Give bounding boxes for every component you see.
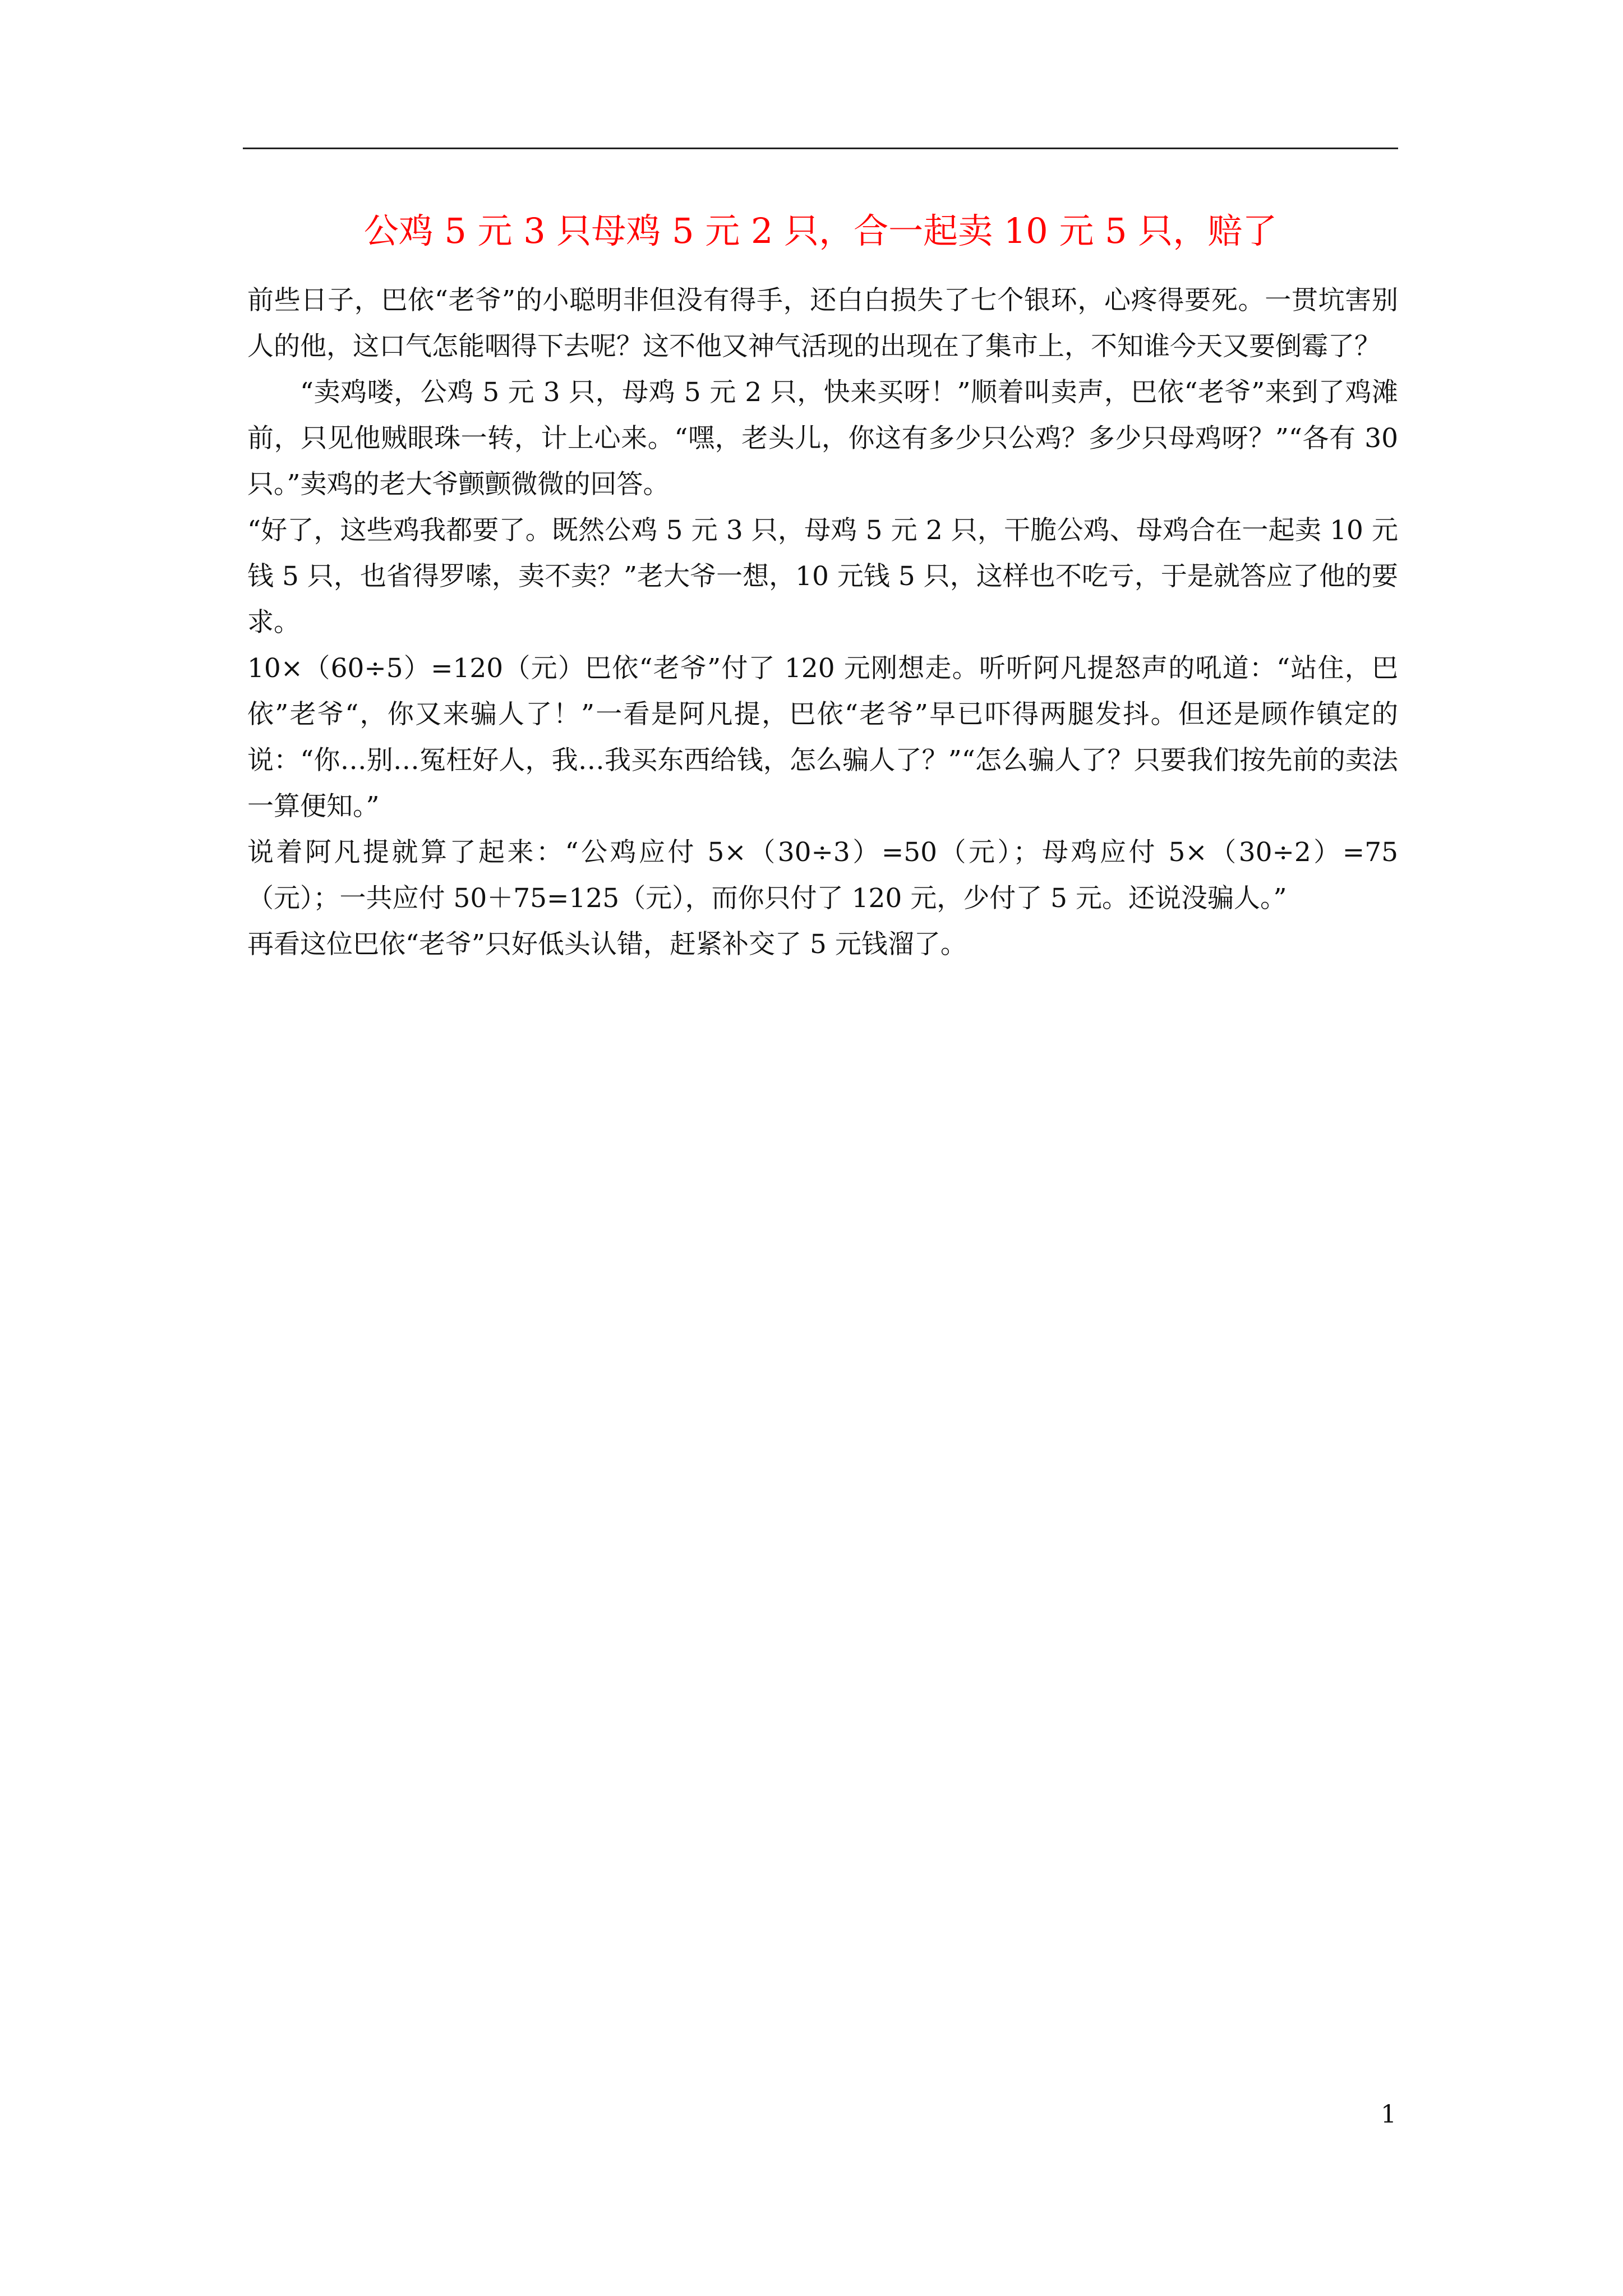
paragraph-1: 前些日子，巴依“老爷”的小聪明非但没有得手，还白白损失了七个银环，心疼得要死。一贯坑害别人的他，这口气怎能咽得下去呢？这不他又神气活现的出现在了集市上，不知谁今天又要倒霉了？ [247,285,1398,362]
paragraph-4: 10×（60÷5）=120（元）巴依“老爷”付了 120 元刚想走。听听阿凡提怒声的吼道：“站住，巴依”老爷“，你又来骗人了！”一看是阿凡提，巴依“老爷”早已吓得两腿发抖。但还是顾作镇定的说：“你…别…冤枉好人，我…我买东西给钱，怎么骗人了？”“怎么骗人了？只要我们按先前的卖法一算便知。” [247,653,1398,822]
page-number: 1 [1381,2100,1396,2129]
paragraph-2: “卖鸡喽，公鸡 5 元 3 只，母鸡 5 元 2 只，快来买呀！”顺着叫卖声，巴依“老爷”来到了鸡滩前，只见他贼眼珠一转，计上心来。“嘿，老头儿，你这有多少只公鸡？多少只母鸡呀？”“各有 30 只。”卖鸡的老大爷颤颤微微的回答。 [247,377,1398,500]
paragraph-3: “好了，这些鸡我都要了。既然公鸡 5 元 3 只，母鸡 5 元 2 只，干脆公鸡、母鸡合在一起卖 10 元钱 5 只，也省得罗嗦，卖不卖？”老大爷一想，10 元钱 5 只，这样也不吃亏，于是就答应了他的要求。 [247,515,1398,638]
header-rule [243,148,1398,149]
paragraph-5: 说着阿凡提就算了起来：“公鸡应付 5×（30÷3）=50（元）；母鸡应付 5×（30÷2）=75（元）；一共应付 50＋75=125（元），而你只付了 120 元，少付了 5 元。还说没骗人。” [247,837,1398,914]
document-title: 公鸡 5 元 3 只母鸡 5 元 2 只，合一起卖 10 元 5 只，赔了 [363,210,1278,251]
paragraph-6: 再看这位巴依“老爷”只好低头认错，赶紧补交了 5 元钱溜了。 [247,929,967,960]
document-body [247,278,1398,968]
